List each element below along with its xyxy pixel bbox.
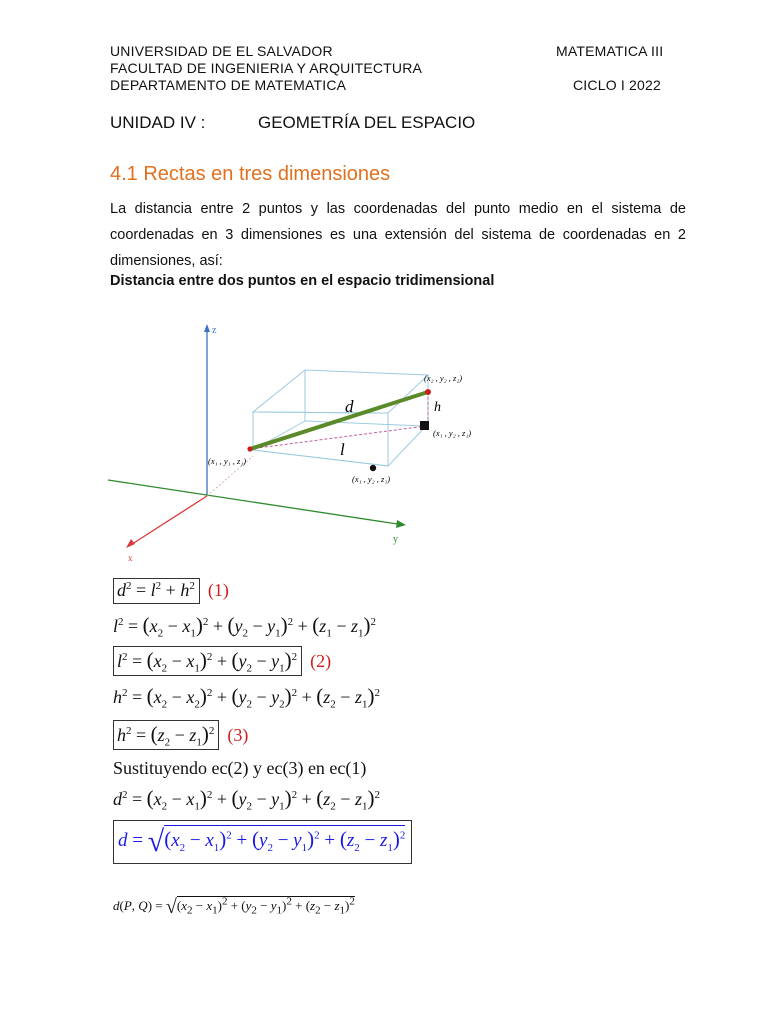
point-start: [247, 446, 252, 451]
label-p-start: (x₁ , y₁ , z₁): [208, 456, 247, 466]
label-p-top: (x₂ , y₂ , z₂): [424, 373, 463, 383]
equation-1: $d^2 = l^2 + h^2$ (1): [113, 578, 229, 604]
distance-3d-figure: [108, 318, 472, 568]
y-axis-arrow: [396, 520, 406, 528]
y-axis: [108, 480, 404, 525]
equation-d-squared: $d^2 = (x_2 - x_1)^2 + (y_2 - y_1)^2 + (z_2 - z_1)^2$: [113, 786, 380, 813]
equation-distance-formula: $d = √(x_2 - x_1)^2 + (y_2 - y_1)^2 + (z_2 - z_1)^2$: [113, 820, 412, 864]
label-l: l: [340, 440, 345, 459]
point-bottom: [370, 465, 376, 471]
equation-1-ref: (1): [207, 580, 229, 600]
equation-2-ref: (2): [310, 651, 332, 671]
x-axis: [129, 496, 207, 546]
x-axis-arrow: [126, 539, 135, 548]
header-university: UNIVERSIDAD DE EL SALVADOR: [110, 43, 333, 59]
point-top: [425, 389, 431, 395]
unit-label: UNIDAD IV :: [110, 113, 206, 132]
equation-2: $l^2 = (x_2 - x_1)^2 + (y_2 - y_1)^2$ (2): [113, 646, 331, 676]
label-p-mid: (x₁ , y₂ , z₁): [433, 428, 472, 438]
section-title: 4.1 Rectas en tres dimensiones: [110, 163, 391, 185]
header-course: MATEMATICA III: [556, 43, 664, 59]
equation-l-squared-full: $l^2 = (x_2 - x_1)^2 + (y_2 - y_1)^2 + (z_1 - z_1)^2$: [113, 613, 376, 640]
header-department: DEPARTAMENTO DE MATEMATICA: [110, 77, 347, 93]
header-faculty: FACULTAD DE INGENIERIA Y ARQUITECTURA: [110, 60, 423, 76]
y-axis-label: y: [393, 534, 398, 545]
equation-distance-pq: d(P, $Q) = √(x_2 - x_1)^2 + (y_2 - y_1)^2 + (z_2 - z_1)^2$: [113, 895, 355, 918]
equation-3-ref: (3): [227, 725, 249, 745]
equation-3: $h^2 = (z_2 - z_1)^2$ (3): [113, 720, 248, 750]
label-h: h: [434, 400, 441, 415]
header-cycle: CICLO I 2022: [573, 77, 661, 93]
x-axis-label: x: [128, 553, 133, 563]
equation-h-squared-full: $h^2 = (x_2 - x_2)^2 + (y_2 - y_2)^2 + (z_2 - z_1)^2$: [113, 684, 380, 711]
right-angle-marker: [420, 421, 429, 430]
z-axis-label: z: [212, 325, 217, 336]
subheading: Distancia entre dos puntos en el espacio tridimensional: [110, 273, 495, 289]
z-axis-arrow: [204, 324, 210, 332]
substitution-text: Sustituyendo ec(2) y ec(3) en ec(1): [113, 758, 367, 778]
intro-paragraph: La distancia entre 2 puntos y las coordenadas del punto medio en el sistema de coordenadas en 3 dimensiones es una extensión del sistema de coordenadas en 2 dimensiones, así:: [110, 201, 686, 269]
unit-title: GEOMETRÍA DEL ESPACIO: [258, 113, 476, 132]
segment-d: [250, 392, 428, 449]
label-p-bottom: (x₁ , y₂ , z₁): [352, 474, 391, 484]
label-d: d: [345, 397, 354, 416]
